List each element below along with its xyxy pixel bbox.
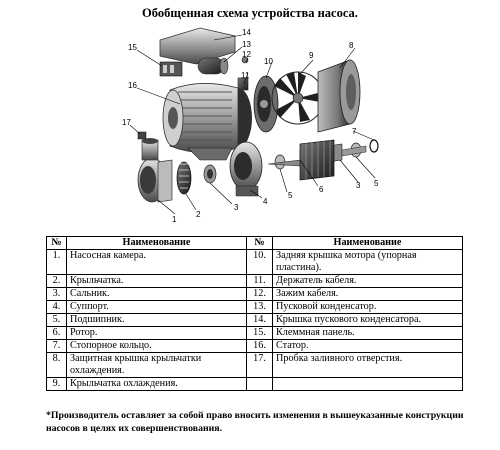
row-number-right — [247, 378, 273, 391]
table-row — [47, 340, 463, 353]
footnote: *Производитель оставляет за собой право вносить изменения в вышеуказанные конструкции насосов в целях их совершенствования. — [46, 410, 464, 434]
row-number-left: 8. — [47, 353, 67, 378]
callout-4: 4 — [263, 197, 268, 206]
table-row — [47, 275, 463, 288]
row-name-left: Защитная крышка крыльчатки охлаждения. — [67, 353, 247, 378]
row-number-left: 5. — [47, 314, 67, 327]
callout-14: 14 — [242, 28, 251, 37]
rear-motor-cover-part — [254, 76, 278, 132]
row-name-right: Пробка заливного отверстия. — [273, 353, 463, 378]
seal-part — [204, 165, 216, 183]
table-row — [47, 353, 463, 378]
table-row — [47, 250, 463, 275]
row-number-right: 11. — [247, 275, 273, 288]
fan-guard-part — [318, 60, 360, 132]
row-number-left: 7. — [47, 340, 67, 353]
callout-7: 7 — [352, 127, 357, 136]
row-name-left: Крыльчатка. — [67, 275, 247, 288]
header-name-2: Наименование — [273, 237, 463, 250]
row-name-right: Статор. — [273, 340, 463, 353]
row-number-right: 13. — [247, 301, 273, 314]
table-row — [47, 327, 463, 340]
row-name-left: Насосная камера. — [67, 250, 247, 275]
row-name-right: Пусковой конденсатор. — [273, 301, 463, 314]
parts-table — [46, 236, 463, 391]
callout-3b: 3 — [356, 181, 361, 190]
header-number-2: № — [247, 237, 273, 250]
row-number-right: 14. — [247, 314, 273, 327]
row-name-left: Стопорное кольцо. — [67, 340, 247, 353]
diagram-title: Обобщенная схема устройства насоса. — [142, 6, 358, 20]
callout-16: 16 — [128, 81, 137, 90]
row-name-right: Клеммная панель. — [273, 327, 463, 340]
retaining-ring-part — [370, 140, 378, 152]
row-name-right: Держатель кабеля. — [273, 275, 463, 288]
callout-11: 11 — [241, 71, 250, 80]
row-name-right: Задняя крышка мотора (упорная пластина). — [273, 250, 463, 275]
callout-17: 17 — [122, 118, 131, 127]
table-row — [47, 314, 463, 327]
callout-5: 5 — [288, 191, 293, 200]
table-row — [47, 378, 463, 391]
callout-2: 2 — [196, 210, 201, 219]
row-number-left: 4. — [47, 301, 67, 314]
row-number-left: 2. — [47, 275, 67, 288]
callout-13: 13 — [242, 40, 251, 49]
row-number-right: 12. — [247, 288, 273, 301]
row-number-right: 17. — [247, 353, 273, 378]
table-body — [47, 250, 463, 391]
callout-5b: 5 — [374, 179, 379, 188]
capacitor-part — [198, 58, 228, 74]
row-name-right: Крышка пускового конденсатора. — [273, 314, 463, 327]
row-name-right: Зажим кабеля. — [273, 288, 463, 301]
row-number-left: 9. — [47, 378, 67, 391]
row-name-left: Крыльчатка охлаждения. — [67, 378, 247, 391]
callout-6: 6 — [319, 185, 324, 194]
table-row — [47, 288, 463, 301]
row-name-left: Подшипник. — [67, 314, 247, 327]
row-number-left: 6. — [47, 327, 67, 340]
header-number-1: № — [47, 237, 67, 250]
row-number-right: 10. — [247, 250, 273, 275]
row-name-left: Сальник. — [67, 288, 247, 301]
row-name-right — [273, 378, 463, 391]
row-number-right: 16. — [247, 340, 273, 353]
pump-chamber-part — [138, 138, 172, 202]
impeller-part — [177, 162, 191, 194]
callout-8: 8 — [349, 41, 354, 50]
table-row — [47, 301, 463, 314]
terminal-block-part — [160, 62, 182, 76]
row-name-left: Суппорт. — [67, 301, 247, 314]
row-name-left: Ротор. — [67, 327, 247, 340]
row-number-left: 1. — [47, 250, 67, 275]
callout-9: 9 — [309, 51, 314, 60]
callout-10: 10 — [264, 57, 273, 66]
row-number-left: 3. — [47, 288, 67, 301]
support-bracket-part — [230, 142, 262, 196]
callout-15: 15 — [128, 43, 137, 52]
callout-12: 12 — [242, 50, 251, 59]
callout-1: 1 — [172, 215, 177, 224]
callout-3: 3 — [234, 203, 239, 212]
header-name-1: Наименование — [67, 237, 247, 250]
cooling-fan-part — [272, 72, 324, 124]
row-number-right: 15. — [247, 327, 273, 340]
table-header-row — [47, 237, 463, 250]
